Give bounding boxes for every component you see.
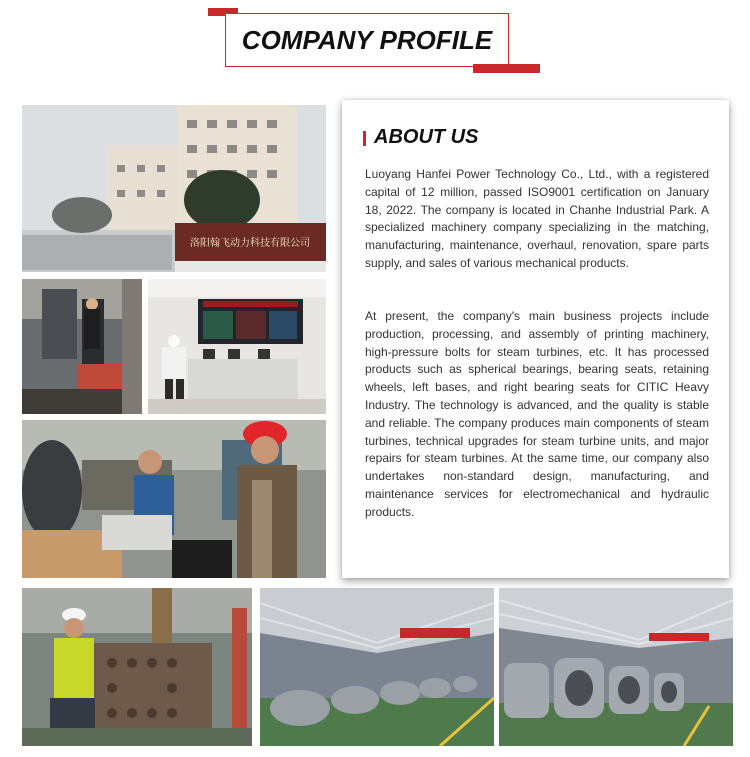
photo-workers-discussion xyxy=(22,420,326,578)
heading-accent-bar xyxy=(363,131,366,146)
page-title: COMPANY PROFILE xyxy=(241,25,493,55)
photo-factory-hall-1 xyxy=(260,588,494,746)
about-paragraph-1: Luoyang Hanfei Power Technology Co., Ltd., with a registered capital of 12 million, passed ISO9001 certification on January 18, 2022. The company is located in Chanhe Industrial Park. A specialized machinery company specializing in the matching, manufacturing, maintenance, overhaul, renovation, spare parts supply, and sales of various mechanical products. xyxy=(365,167,709,270)
about-paragraph-2: At present, the company's main business projects include production, processing, and assembly of printing machinery, high-pressure bolts for steam turbines, etc. It has processed products such as spherical bearings, bearing seats, retaining wheels, left bases, and right bearing seats for CITIC Heavy Industry. The technology is advanced, and the quality is stable and reliable. The company produces main components of steam turbines, technical upgrades for steam turbine units, and major repairs for steam turbines. At the same time, our company also undertakes non-standard design, manufacturing, and maintenance services for electromechanical and hydraulic products. xyxy=(365,309,709,519)
about-us-card xyxy=(342,100,729,578)
building-sign-text: 洛阳翰飞动力科技有限公司 xyxy=(190,238,310,249)
about-us-heading: ABOUT US xyxy=(374,126,479,148)
photo-control-room xyxy=(148,279,326,414)
photo-factory-hall-2 xyxy=(499,588,733,746)
photo-worker-casting xyxy=(22,588,252,746)
photo-worker-machine xyxy=(22,279,142,414)
photo-building-exterior xyxy=(22,105,326,272)
section-header xyxy=(208,8,540,74)
